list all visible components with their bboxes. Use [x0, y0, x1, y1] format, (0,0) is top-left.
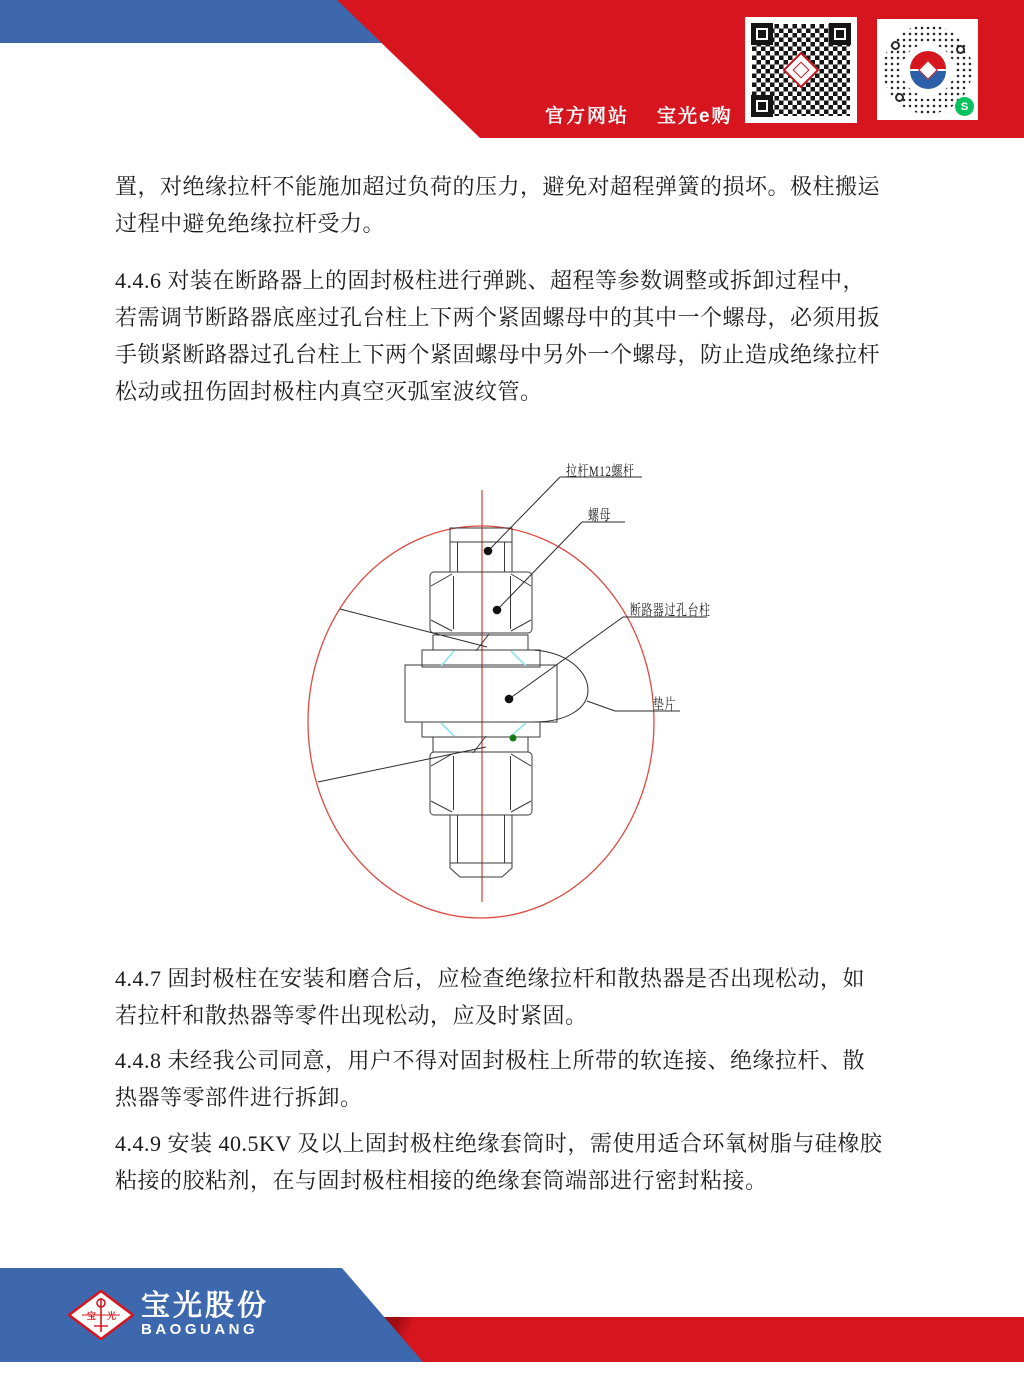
text-line: 置，对绝缘拉杆不能施加超过负荷的压力，避免对超程弹簧的损坏。极柱搬运 — [115, 174, 881, 199]
text-line: 松动或扭伤固封极柱内真空灭弧室波纹管。 — [115, 379, 543, 404]
logo-char-left: 宝 — [87, 1311, 97, 1321]
section-4-4-6 — [115, 262, 943, 410]
leader-dot-nut — [493, 606, 502, 615]
footer-company — [141, 1291, 269, 1338]
text-line: 过程中避免绝缘拉杆受力。 — [115, 211, 386, 236]
paragraph-intro — [115, 168, 943, 242]
label-pillar: 断路器过孔台柱 — [630, 603, 711, 619]
rod-top — [450, 528, 512, 572]
official-site-label: 官方网站 — [545, 106, 630, 127]
eshop-label: 宝光e购 — [657, 106, 733, 127]
washer-bottom — [422, 722, 540, 737]
qr-code-mini-program — [877, 19, 978, 120]
section-4-4-7 — [115, 960, 943, 1034]
rod-bottom — [450, 815, 512, 877]
washer-top — [422, 650, 540, 667]
logo-char-right: 光 — [107, 1311, 117, 1321]
collar-top — [433, 635, 528, 650]
label-washer: 垫片 — [653, 697, 677, 713]
text-line: 4.4.8 未经我公司同意，用户不得对固封极柱上所带的软连接、绝缘拉杆、散 — [115, 1048, 866, 1073]
qr-ring-icon — [956, 45, 965, 54]
company-name-cn: 宝光股份 — [141, 1290, 270, 1322]
hex-nut-bottom — [430, 752, 532, 815]
label-nut: 螺母 — [588, 508, 612, 524]
baoguang-diamond-icon — [783, 52, 820, 89]
chamfer-marks — [441, 651, 526, 736]
company-name-en: BAOGUANG — [141, 1321, 259, 1338]
text-line: 若拉杆和散热器等零件出现松动，应及时紧固。 — [115, 1003, 588, 1028]
wechat-mini-program-icon: S — [955, 97, 974, 116]
text-line: 4.4.7 固封极柱在安装和磨合后，应检查绝缘拉杆和散热器是否出现松动，如 — [115, 966, 866, 991]
bolt-outline — [405, 528, 557, 877]
qr-finder-icon — [829, 23, 851, 45]
qr-center — [902, 44, 954, 96]
baoguang-logo-icon — [68, 1290, 134, 1345]
thread-tick — [473, 736, 486, 753]
text-line: 粘接的胶粘剂，在与固封极柱相接的绝缘套筒端部进行密封粘接。 — [115, 1168, 768, 1193]
leader-dot-pillar — [505, 695, 514, 704]
washer-loop — [533, 650, 588, 722]
through-hole-pillar — [405, 665, 557, 722]
baoguang-e-logo-icon — [908, 50, 948, 90]
label-rod: 拉杆M12螺杆 — [566, 464, 635, 480]
qr-ring-icon — [895, 93, 904, 102]
leader-dot-washer-green — [510, 735, 517, 742]
text-line: 热器等零部件进行拆卸。 — [115, 1085, 363, 1110]
bolt-assembly-detail-figure — [290, 440, 730, 940]
section-4-4-9 — [115, 1125, 943, 1199]
hex-nut-top — [430, 572, 532, 633]
footer-red-band — [383, 1317, 1024, 1362]
header-links — [545, 101, 733, 128]
cad-drawing — [290, 440, 730, 940]
header-blue-band — [0, 0, 400, 43]
qr-ring-icon — [891, 41, 900, 50]
qr-code-official-site — [745, 17, 857, 123]
leader-dot-rod — [484, 547, 493, 556]
qr-finder-icon — [751, 23, 773, 45]
text-line: 手锁紧断路器过孔台柱上下两个紧固螺母中另外一个螺母，防止造成绝缘拉杆 — [115, 342, 881, 367]
text-line: 4.4.9 安装 40.5KV 及以上固封极柱绝缘套筒时，需使用适合环氧树脂与硅橡胶 — [115, 1131, 883, 1156]
text-line: 若需调节断路器底座过孔台柱上下两个紧固螺母中的其中一个螺母，必须用扳 — [115, 305, 881, 330]
qr-finder-icon — [751, 95, 773, 117]
qr-dot-pattern — [883, 25, 972, 114]
section-4-4-8 — [115, 1042, 943, 1116]
text-line: 4.4.6 对装在断路器上的固封极柱进行弹跳、超程等参数调整或拆卸过程中， — [115, 268, 866, 293]
qr-pattern — [752, 24, 850, 116]
